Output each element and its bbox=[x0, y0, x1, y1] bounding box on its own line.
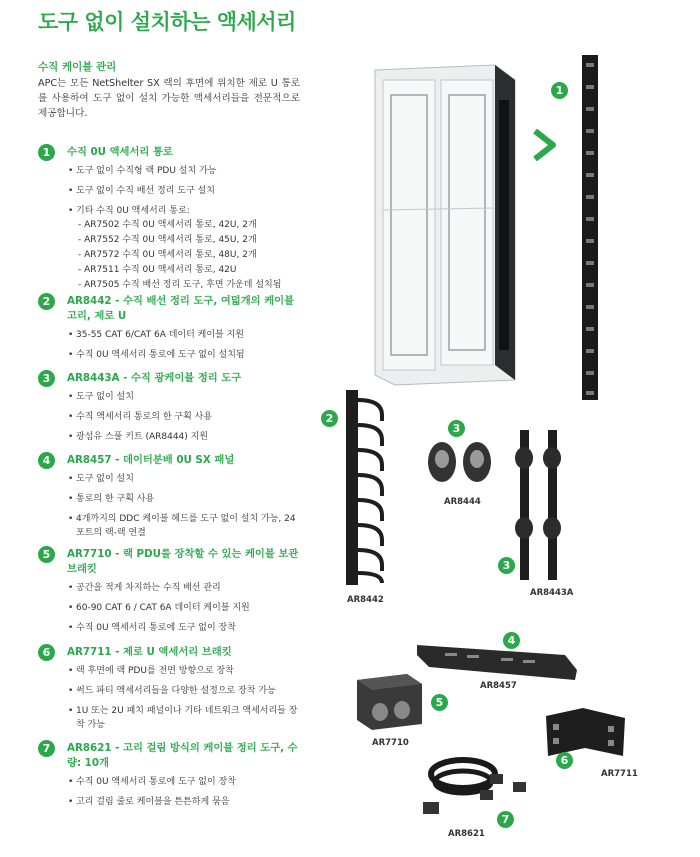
section-5 bbox=[38, 546, 300, 641]
bullet-item: • 도구 없이 수직형 랙 PDU 설치 가능 bbox=[68, 164, 300, 178]
sub-item: - AR7511 수직 0U 액세서리 통로, 42U bbox=[78, 265, 237, 275]
sub-item: - AR7572 수직 0U 액세서리 통로, 48U, 2개 bbox=[78, 250, 257, 260]
bullet-item: • 수직 0U 액세서리 통로에 도구 없이 장착 bbox=[68, 621, 300, 635]
number-badge: 7 bbox=[38, 740, 55, 757]
number-badge: 2 bbox=[38, 293, 55, 310]
ar8621-illustration bbox=[418, 752, 538, 832]
bullet-item: • 수직 0U 액세서리 통로에 도구 없이 장착 bbox=[68, 775, 300, 789]
number-badge: 5 bbox=[38, 546, 55, 563]
bullet-item: • 도구 없이 수직 배선 정리 도구 설치 bbox=[68, 184, 300, 198]
bullet-list bbox=[68, 164, 300, 218]
sub-item: - AR7502 수직 0U 액세서리 통로, 42U, 2개 bbox=[78, 220, 257, 230]
ar7711-illustration bbox=[543, 706, 628, 761]
vertical-channel-illustration bbox=[578, 55, 602, 405]
section-title: AR8457 - 데이터분배 0U SX 패널 bbox=[67, 454, 235, 466]
section-7 bbox=[38, 740, 300, 815]
section-4 bbox=[38, 452, 300, 546]
figure-badge: 1 bbox=[551, 82, 568, 99]
bullet-item: • 랙 후면에 랙 PDU를 전면 방향으로 장착 bbox=[68, 664, 300, 678]
figure-label: AR8444 bbox=[444, 497, 481, 507]
ar8444-illustration bbox=[425, 435, 500, 490]
bullet-item: • 광섬유 스풀 키트 (AR8444) 지원 bbox=[68, 430, 300, 444]
bullet-item: • 35-55 CAT 6/CAT 6A 데이터 케이블 지원 bbox=[68, 328, 300, 342]
section-3 bbox=[38, 370, 300, 450]
bullet-item: • 공간을 적게 차지하는 수직 배선 관리 bbox=[68, 581, 300, 595]
ar8443a-illustration bbox=[510, 428, 570, 583]
section-title: AR7711 - 제로 U 액세서리 브래킷 bbox=[67, 646, 232, 658]
bullet-list bbox=[68, 390, 300, 444]
intro-paragraph: APC는 모든 NetShelter SX 랙의 후면에 위치한 제로 U 통로를 사용하여 도구 없이 설치 가능한 액세서리들을 전문적으로 제공합니다. bbox=[38, 78, 300, 119]
ar7710-illustration bbox=[352, 672, 427, 732]
number-badge: 4 bbox=[38, 452, 55, 469]
figure-label: AR8443A bbox=[530, 588, 574, 598]
number-badge: 3 bbox=[38, 370, 55, 387]
bullet-list bbox=[68, 664, 300, 732]
rack-cabinet-illustration bbox=[365, 60, 525, 390]
sub-item: - AR7505 수직 배선 정리 도구, 후면 가운데 설치됨 bbox=[78, 280, 282, 290]
bullet-item: • 1U 또는 2U 패치 패널이나 기타 네트워크 액세서리들 장착 가능 bbox=[68, 704, 300, 732]
figure-badge: 2 bbox=[321, 410, 338, 427]
figure-badge: 4 bbox=[503, 632, 520, 649]
figure-label: AR7710 bbox=[372, 738, 409, 748]
bullet-item: • 도구 없이 설치 bbox=[68, 390, 300, 404]
figure-badge: 3 bbox=[498, 557, 515, 574]
bullet-list bbox=[68, 581, 300, 635]
section-title: AR8443A - 수직 광케이블 정리 도구 bbox=[67, 372, 242, 384]
section-title: 수직 0U 액세서리 통로 bbox=[67, 146, 173, 158]
figure-badge: 6 bbox=[556, 752, 573, 769]
bullet-item: • 써드 파티 액세서리들을 다양한 설정으로 장착 가능 bbox=[68, 684, 300, 698]
figure-badge: 3 bbox=[448, 420, 465, 437]
number-badge: 6 bbox=[38, 644, 55, 661]
figure-label: AR8621 bbox=[448, 829, 485, 839]
figure-label: AR8442 bbox=[347, 595, 384, 605]
section-title: AR8442 - 수직 배선 정리 도구, 여덟개의 케이블 고리, 제로 U bbox=[67, 295, 295, 322]
section-1 bbox=[38, 144, 300, 293]
bullet-list bbox=[68, 775, 300, 809]
bullet-item: • 60-90 CAT 6 / CAT 6A 데이터 케이블 지원 bbox=[68, 601, 300, 615]
number-badge: 1 bbox=[38, 144, 55, 161]
bullet-item: • 통로의 한 구획 사용 bbox=[68, 492, 300, 506]
section-title: AR7710 - 랙 PDU를 장착할 수 있는 케이블 보관 브래킷 bbox=[67, 548, 299, 575]
bullet-list bbox=[68, 472, 300, 540]
figure-badge: 7 bbox=[497, 811, 514, 828]
section-title: AR8621 - 고리 걸림 방식의 케이블 정리 도구, 수량: 10개 bbox=[67, 742, 298, 769]
bullet-list bbox=[68, 328, 300, 362]
bullet-item: • 기타 수직 0U 액세서리 통로: bbox=[68, 204, 300, 218]
bullet-item: • 고리 걸림 줄로 케이블을 튼튼하게 묶음 bbox=[68, 795, 300, 809]
section-subhead: 수직 케이블 관리 bbox=[38, 61, 117, 73]
sub-item: - AR7552 수직 0U 액세서리 통로, 45U, 2개 bbox=[78, 235, 257, 245]
arrow-chevron-icon bbox=[532, 127, 558, 163]
bullet-item: • 수직 0U 액세서리 통로에 도구 없이 설치됨 bbox=[68, 348, 300, 362]
section-2 bbox=[38, 293, 300, 368]
ar8457-illustration bbox=[415, 635, 580, 685]
figure-label: AR7711 bbox=[601, 769, 638, 779]
section-6 bbox=[38, 644, 300, 738]
bullet-item: • 도구 없이 설치 bbox=[68, 472, 300, 486]
bullet-item: • 4개까지의 DDC 케이블 헤드를 도구 없이 설치 가능, 24포트의 랙-랙 연결 bbox=[68, 512, 300, 540]
page-title: 도구 없이 설치하는 액세서리 bbox=[38, 10, 296, 34]
ar8442-illustration bbox=[342, 385, 392, 590]
figure-badge: 5 bbox=[431, 694, 448, 711]
figure-label: AR8457 bbox=[480, 681, 517, 691]
bullet-item: • 수직 액세서리 통로의 한 구획 사용 bbox=[68, 410, 300, 424]
